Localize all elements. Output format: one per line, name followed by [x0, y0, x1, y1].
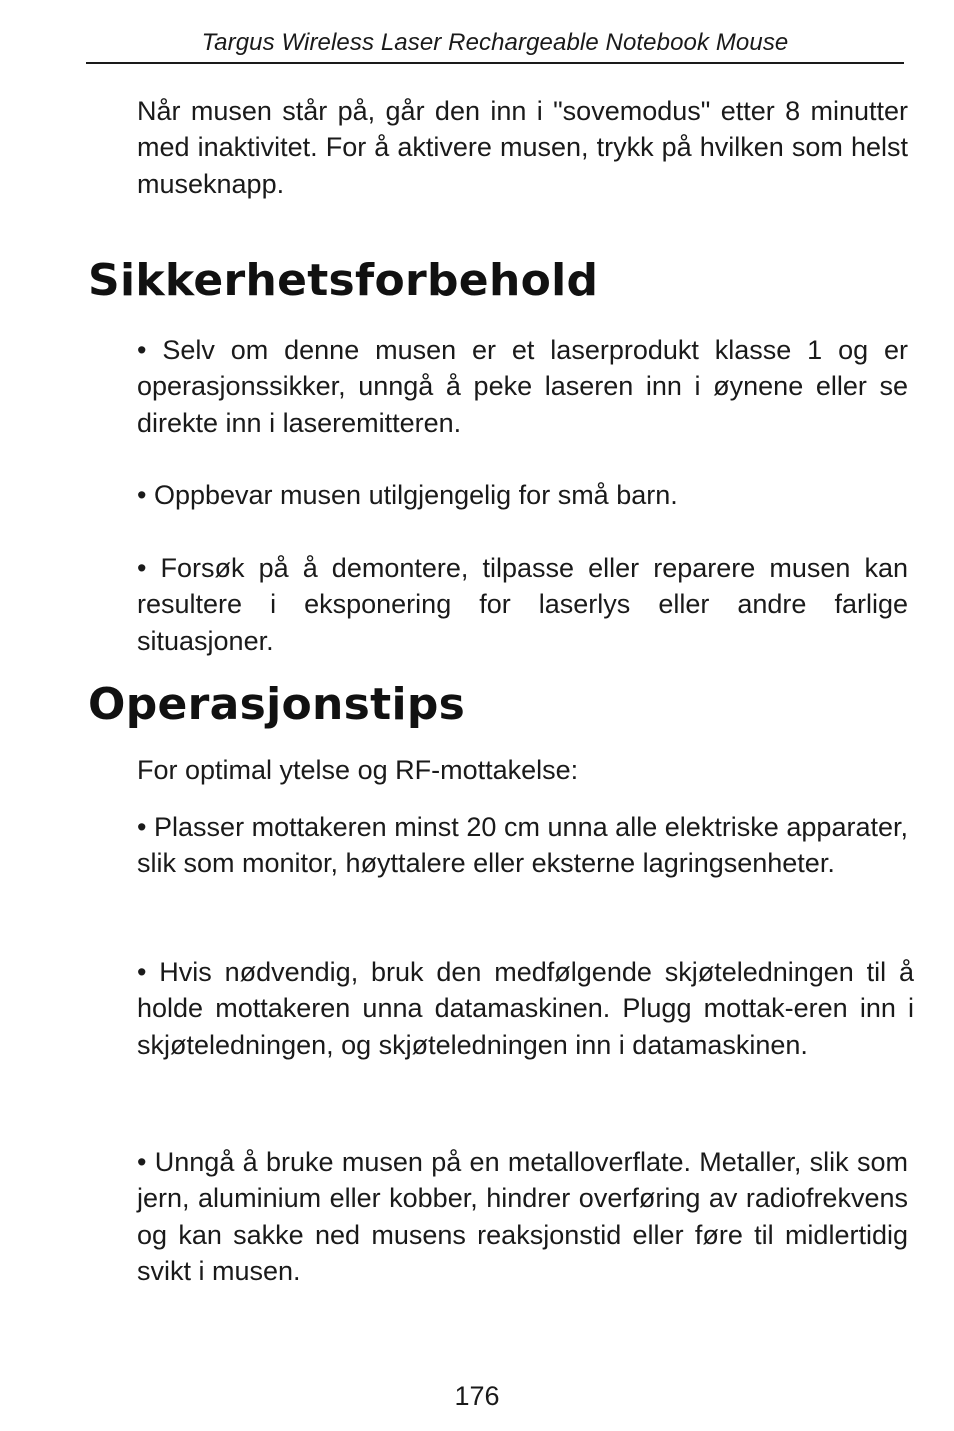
- safety-item-children: • Oppbevar musen utilgjengelig for små barn.: [137, 480, 678, 510]
- running-header: Targus Wireless Laser Rechargeable Notebook Mouse: [86, 28, 904, 64]
- page-number: 176: [454, 1381, 500, 1411]
- tips-item-metal-surface: • Unngå å bruke musen på en metalloverflate. Metaller, slik som jern, aluminium eller kobber, hindrer overføring av radiofrekvens og kan sakke ned musens reaksjonstid eller føre til midlertidig svikt i musen.: [137, 1147, 908, 1286]
- safety-item-disassembly: • Forsøk på å demontere, tilpasse eller reparere musen kan resultere i eksponering for laserlys eller andre farlige situasjoner.: [137, 553, 908, 656]
- intro-paragraph: Når musen står på, går den inn i "sovemodus" etter 8 minutter med inaktivitet. For å aktivere musen, trykk på hvilken som helst museknapp.: [137, 96, 908, 199]
- tips-item-extension-cable: • Hvis nødvendig, bruk den medfølgende skjøteledningen til å holde mottakeren unna datamaskinen. Plugg mottak-eren inn i skjøteledningen, og skjøteledningen inn i datamaskinen.: [137, 957, 914, 1060]
- tips-lead: For optimal ytelse og RF-mottakelse:: [137, 755, 579, 785]
- tips-heading: Operasjonstips: [88, 679, 466, 730]
- tips-item-placement: • Plasser mottakeren minst 20 cm unna alle elektriske apparater, slik som monitor, høyttalere eller eksterne lagringsenheter.: [137, 812, 908, 879]
- safety-heading: Sikkerhetsforbehold: [88, 255, 599, 306]
- safety-item-laser: • Selv om denne musen er et laserprodukt klasse 1 og er operasjonssikker, unngå å peke laseren inn i øynene eller se direkte inn i laseremitteren.: [137, 335, 908, 438]
